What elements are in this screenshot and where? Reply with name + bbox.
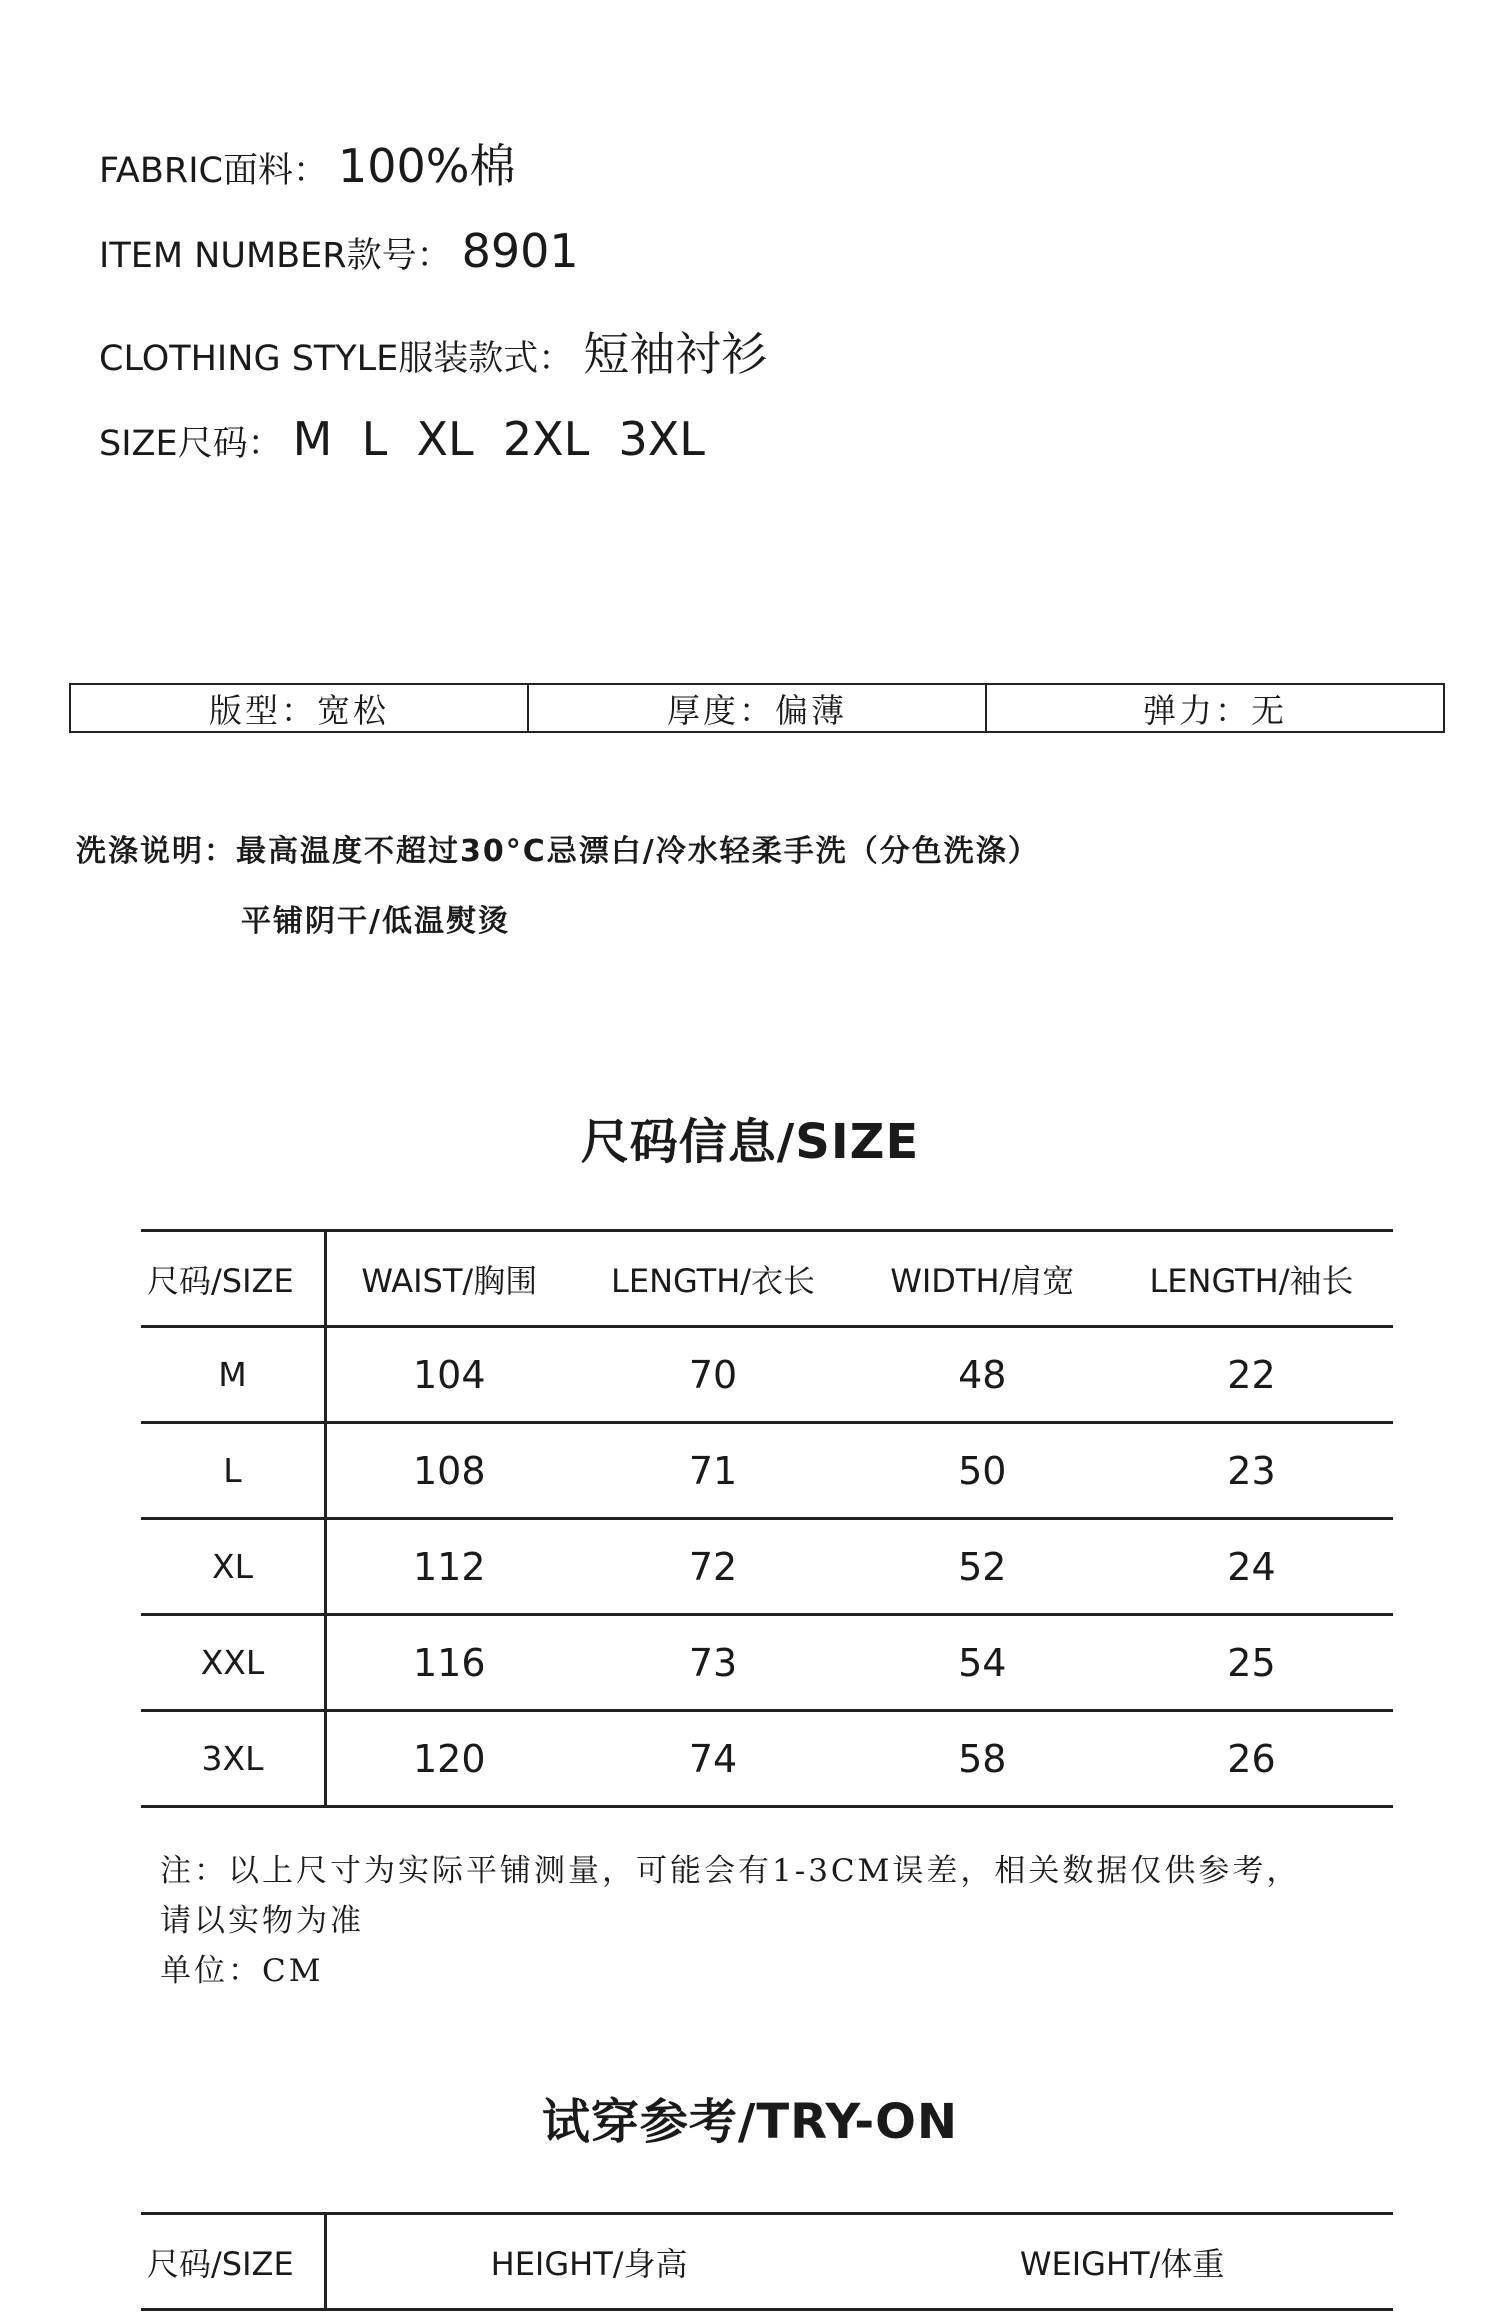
tryon-header-height: HEIGHT/身高: [490, 2244, 688, 2283]
property-thickness: 厚度：偏薄: [527, 685, 985, 731]
row-length: 70: [688, 1352, 738, 1397]
row-waist: 104: [413, 1352, 486, 1397]
header-width: WIDTH/肩宽: [890, 1261, 1075, 1300]
row-size: M: [141, 1327, 326, 1423]
properties-box: [69, 683, 1445, 733]
info-size: [99, 412, 705, 466]
row-size: XXL: [141, 1615, 326, 1711]
info-fabric: [99, 130, 515, 196]
measurement-note-line2: 请以实物为准: [160, 1903, 364, 1939]
row-length: 74: [688, 1736, 738, 1781]
info-item-number: [99, 224, 579, 278]
row-waist: 116: [413, 1640, 486, 1685]
row-width: 52: [958, 1544, 1007, 1589]
header-size: 尺码/SIZE: [141, 1231, 326, 1327]
row-width: 58: [958, 1736, 1007, 1781]
size-value: M L XL 2XL 3XL: [292, 412, 705, 466]
row-length: 71: [688, 1448, 738, 1493]
header-length: LENGTH/衣长: [611, 1261, 816, 1300]
header-waist: WAIST/胸围: [361, 1261, 538, 1300]
table-row: [141, 1711, 1393, 1807]
tryon-table-header-row: [141, 2214, 1393, 2310]
property-elasticity: 弹力：无: [985, 685, 1443, 731]
size-label: SIZE尺码：: [99, 424, 283, 464]
row-width: 50: [958, 1448, 1007, 1493]
row-length: 72: [688, 1544, 738, 1589]
tryon-section-title: 试穿参考/TRY-ON: [541, 2094, 959, 2150]
item-number-label: ITEM NUMBER款号：: [99, 236, 452, 276]
info-clothing-style: [99, 318, 767, 384]
row-size: 3XL: [141, 1711, 326, 1807]
wash-instructions-line1: 洗涤说明：最高温度不超过30°C忌漂白/冷水轻柔手洗（分色洗涤）: [76, 834, 1040, 869]
row-size: XL: [141, 1519, 326, 1615]
row-sleeve-length: 25: [1227, 1640, 1276, 1685]
row-sleeve-length: 23: [1227, 1448, 1276, 1493]
property-fit: 版型：宽松: [209, 690, 389, 730]
tryon-header-size: 尺码/SIZE: [141, 2214, 326, 2310]
table-row: [141, 1519, 1393, 1615]
row-size: L: [141, 1423, 326, 1519]
size-table: [141, 1229, 1393, 1808]
row-width: 48: [958, 1352, 1007, 1397]
fabric-value: 100%棉: [337, 139, 516, 193]
clothing-style-value: 短袖衬衫: [583, 327, 768, 381]
row-sleeve-length: 26: [1227, 1736, 1276, 1781]
wash-instructions-line2: 平铺阴干/低温熨烫: [241, 904, 510, 939]
tryon-header-weight: WEIGHT/体重: [1019, 2244, 1225, 2283]
row-sleeve-length: 22: [1227, 1352, 1276, 1397]
table-row: [141, 1615, 1393, 1711]
row-length: 73: [688, 1640, 738, 1685]
tryon-table: [141, 2212, 1393, 2311]
size-table-header-row: [141, 1231, 1393, 1327]
clothing-style-label: CLOTHING STYLE服装款式：: [99, 339, 574, 379]
row-waist: 108: [413, 1448, 486, 1493]
row-width: 54: [958, 1640, 1007, 1685]
table-row: [141, 1423, 1393, 1519]
fabric-label: FABRIC面料：: [99, 151, 328, 191]
measurement-note-line1: 注：以上尺寸为实际平铺测量，可能会有1-3CM误差，相关数据仅供参考，: [160, 1853, 1301, 1889]
row-waist: 112: [413, 1544, 486, 1589]
table-row: [141, 1327, 1393, 1423]
row-waist: 120: [413, 1736, 486, 1781]
row-sleeve-length: 24: [1227, 1544, 1276, 1589]
measurement-unit: 单位：CM: [160, 1953, 324, 1989]
header-sleeve-length: LENGTH/袖长: [1149, 1261, 1354, 1300]
size-section-title: 尺码信息/SIZE: [580, 1114, 920, 1170]
item-number-value: 8901: [461, 224, 579, 278]
